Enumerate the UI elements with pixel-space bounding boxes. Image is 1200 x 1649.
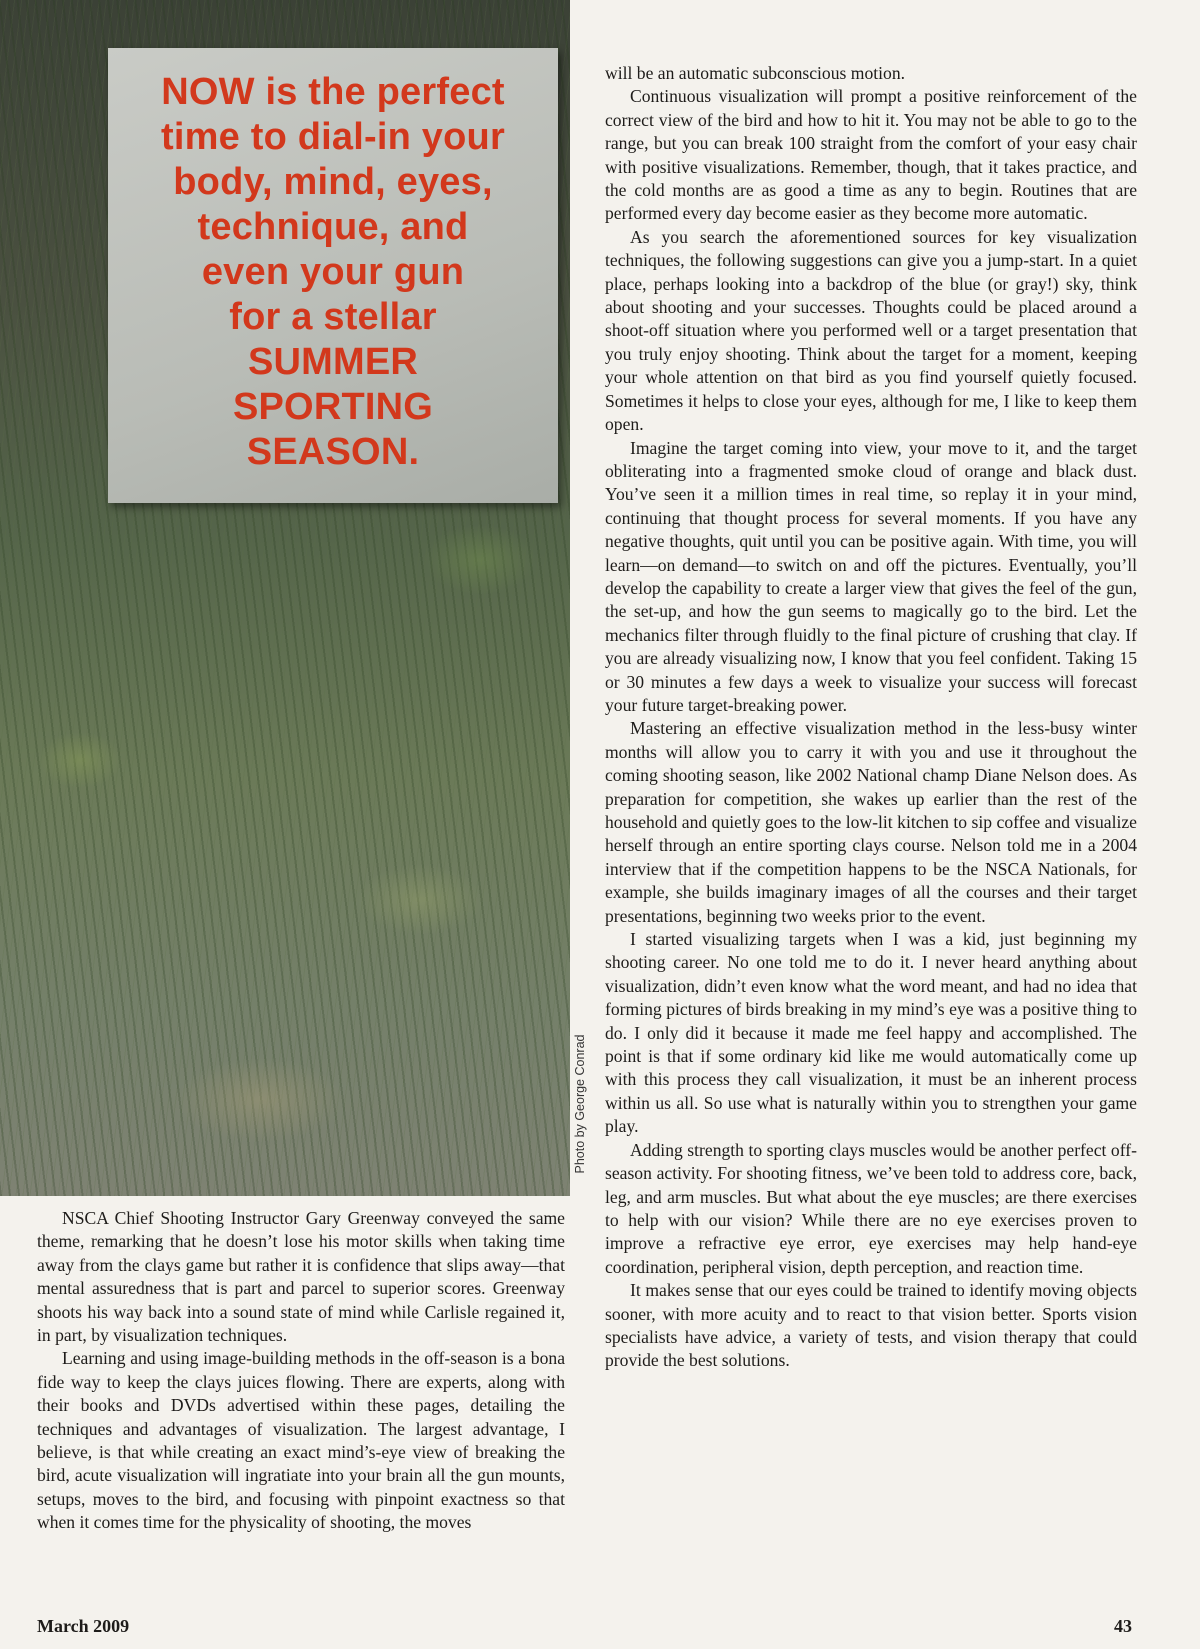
callout-line: SEASON. [246,431,420,473]
callout-line: for a stellar [229,296,437,338]
pull-quote-callout [108,48,558,503]
left-text-column [37,1207,565,1535]
paragraph: NSCA Chief Shooting Instructor Gary Greenway conveyed the same theme, remarking that he doesn’t lose his motor skills when taking time away from the clays game but rather it is confidence that slips away—that mental assuredness that is part and parcel to superior scores. Greenway shoots his way back into a sound state of mind while Carlisle regained it, in part, by visualization techniques. [37,1208,565,1346]
paragraph: Continuous visualization will prompt a positive reinforcement of the correct view of the bird and how to hit it. You may not be able to go to the range, but you can break 100 straight from the comfort of your easy chair with positive visualizations. Remember, though, that it takes practice, and the cold months are as good a time as any to begin. Routines that are performed every day become easier as they become more automatic. [605,86,1137,224]
photo-credit: Photo by George Conrad [573,1034,587,1174]
paragraph: It makes sense that our eyes could be trained to identify moving objects sooner, with more acuity and to react to that vision better. Sports vision specialists have advice, a variety of tests, and vision therapy that could provide the best solutions. [605,1280,1137,1371]
paragraph: Mastering an effective visualization method in the less-busy winter months will allow you to carry it with you and use it throughout the coming shooting season, like 2002 National champ Diane Nelson does. As preparation for competition, she wakes up earlier than the rest of the household and quietly goes to the low-lit kitchen to sip coffee and visualize herself through an entire sporting clays course. Nelson told me in a 2004 interview that if the competition happens to be the NSCA Nationals, for example, she builds imaginary images of all the courses and their target presentations, beginning two weeks prior to the event. [605,718,1137,926]
callout-line: time to dial-in your [161,116,505,158]
callout-line: SUMMER [247,341,419,383]
callout-line: even your gun [201,251,465,293]
grass-field-photo [0,0,570,1196]
issue-date: March 2009 [37,1616,130,1636]
right-text-column [605,62,1137,1373]
page-number: 43 [1114,1616,1132,1636]
paragraph: I started visualizing targets when I was a kid, just beginning my shooting career. No one told me to do it. I never heard anything about visualization, didn’t even know what the word meant, and had no idea that forming pictures of birds breaking in my mind’s eye was a positive thing to do. I only did it because it made me feel happy and accomplished. The point is that if some ordinary kid like me would automatically come up with this process they call visualization, it must be an inherent process within us all. So use what is naturally within you to strengthen your game play. [605,929,1137,1137]
callout-line: SPORTING [232,386,434,428]
callout-line: NOW is the perfect [161,71,505,113]
callout-line: body, mind, eyes, [173,161,493,203]
paragraph: As you search the aforementioned sources for key visualization techniques, the following suggestions can give you a jump-start. In a quiet place, perhaps looking into a backdrop of the blue (or gray!) sky, think about shooting and your successes. Thoughts could be placed around a shoot-off situation where you performed well or a target presentation that you truly enjoy shooting. Think about the target for a moment, keeping your whole attention on that bird as you find yourself quietly focused. Sometimes it helps to close your eyes, although for me, I like to keep them open. [605,226,1137,435]
paragraph: will be an automatic subconscious motion. [605,63,906,83]
callout-line: technique, and [197,206,469,248]
paragraph: Adding strength to sporting clays muscles would be another perfect off-season activity. For shooting fitness, we’ve been told to address core, back, leg, and arm muscles. But what about the eye muscles; are there exercises to help with our vision? While there are no eye exercises proven to improve a refractive eye error, eye exercises may help hand-eye coordination, peripheral vision, depth perception, and reaction time. [605,1139,1137,1277]
paragraph: Imagine the target coming into view, your move to it, and the target obliterating into a fragmented smoke cloud of orange and black dust. You’ve seen it a million times in real time, so replay it in your mind, continuing that thought process for several moments. If you have any negative thoughts, quit until you can be positive again. With time, you will learn—on demand—to switch on and off the pictures. Eventually, you’ll develop the capability to create a larger view that gives the feel of the gun, the set-up, and how the gun seems to magically go to the bird. Let the mechanics filter through fluidly to the final picture of crushing that clay. If you are already visualizing now, I know that you feel confident. Taking 15 or 30 minutes a few days a week to visualize your success will forecast your future target-breaking power. [605,437,1137,715]
paragraph: Learning and using image-building methods in the off-season is a bona fide way to keep the clays juices flowing. There are experts, along with their books and DVDs advertised within these pages, detailing the techniques and advantages of visualization. The largest advantage, I believe, is that while creating an exact mind’s-eye view of breaking the bird, acute visualization will ingratiate into your brain all the gun mounts, setups, moves to the bird, and focusing with pinpoint exactness so that when it comes time for the physicality of shooting, the moves [37,1348,565,1533]
